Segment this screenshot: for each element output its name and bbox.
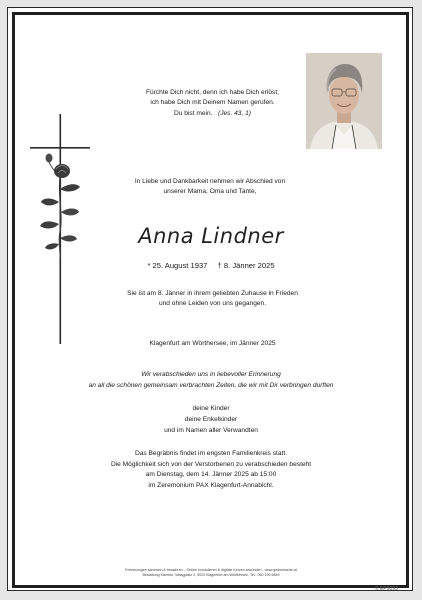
farewell-line-2: an all die schönen gemeinsam verbrachten Zeiten, die wir mit Dir verbringen durften — [88, 382, 334, 389]
family-line-3: und im Namen aller Verwandten — [164, 427, 258, 434]
portrait-image — [306, 53, 382, 149]
intro-line-2: unserer Mama, Oma und Tante, — [163, 188, 257, 196]
birth-date: * 25. August 1937 — [147, 261, 208, 270]
quote-line-3 — [130, 109, 295, 119]
footer-line-1: Erinnerungen sammeln & bewahren – Online kondolieren & digitale Kerzen anzünden - www.gedenkseite.at — [125, 568, 297, 572]
quote-reference: (Jes. 43, 1) — [218, 109, 251, 117]
portrait-photo — [306, 53, 382, 149]
deceased-name: Anna Lindner — [138, 224, 284, 248]
footer-line-2: Bestattung Kärnten, Waagplatz 2, 9020 Klagenfurt am Wörthersee, Tel.: 050 199 6849 — [142, 573, 280, 577]
life-dates — [80, 261, 342, 270]
quote-line-2: ich habe Dich mit Deinem Namen gerufen. — [150, 99, 275, 107]
funeral-line-2: Die Möglichkeit sich von der Verstorbenen zu verabschieden besteht — [110, 460, 312, 468]
quote-line-1: Fürchte Dich nicht, denn ich habe Dich erlöst; — [145, 89, 280, 96]
funeral-line-3: am Dienstag, dem 14. Jänner 2025 ab 15:00 — [145, 471, 277, 478]
family-line-1: deine Kinder — [192, 405, 230, 412]
place-date: Klagenfurt am Wörthersee, im Jänner 2025 — [149, 340, 276, 347]
passing-line-1: Sie ist am 8. Jänner in ihrem geliebten Zuhause in Frieden — [127, 290, 298, 297]
funeral-line-1: Das Begräbnis findet im engsten Familienkreis statt. — [134, 450, 288, 457]
farewell-line-1: Wir verabschieden uns in liebevoller Erinnerung — [141, 371, 281, 378]
intro-text — [95, 177, 325, 198]
rose-icon — [40, 154, 80, 260]
funeral-info — [70, 449, 352, 491]
family-signature — [100, 403, 322, 436]
footer-fine-print — [60, 568, 362, 578]
passing-line-2: und ohne Leiden von uns gegangen. — [158, 300, 267, 308]
intro-line-1: In Liebe und Dankbarkeit nehmen wir Abschied von — [134, 178, 286, 185]
document-code: © EP9093 — [375, 586, 398, 592]
funeral-line-4: im Zeremonium PAX Klagenfurt-Annabichl. — [148, 481, 274, 489]
bible-quote — [130, 88, 295, 119]
family-line-2: deine Enkelkinder — [184, 416, 238, 423]
death-date: † 8. Jänner 2025 — [217, 261, 275, 270]
farewell-text — [45, 369, 377, 391]
passing-text — [95, 289, 330, 310]
quote-line-3-text: Du bist mein. — [174, 109, 213, 117]
